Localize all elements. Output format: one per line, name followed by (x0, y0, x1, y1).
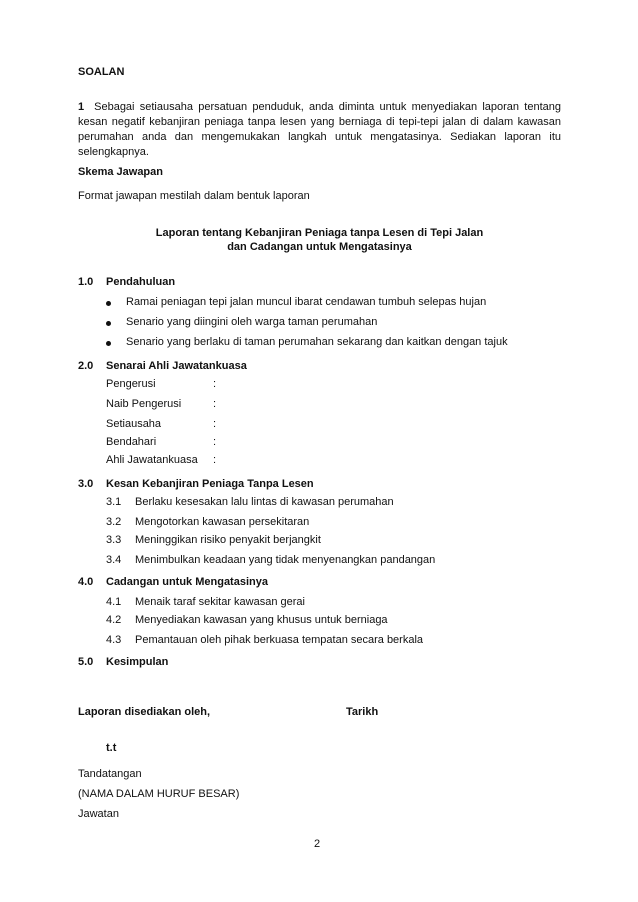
sub-item-number: 3.3 (106, 534, 122, 546)
name-label: (NAMA DALAM HURUF BESAR) (78, 788, 240, 800)
signature-mark: t.t (106, 742, 117, 754)
section-4-number: 4.0 (78, 576, 94, 588)
prepared-by-label: Laporan disediakan oleh, (78, 706, 211, 718)
member-colon: : (213, 418, 217, 430)
signature-label: Tandatangan (78, 768, 142, 780)
section-5-number: 5.0 (78, 656, 94, 668)
sub-item-text: Meninggikan risiko penyakit berjangkit (135, 534, 321, 546)
position-label: Jawatan (78, 808, 119, 820)
question-text: Sebagai setiausaha persatuan penduduk, anda diminta untuk menyediakan laporan tentang kesan negatif kebanjiran peniaga tanpa lesen yang berniaga di tepi-tepi jalan di dalam kawasan perumahan anda dan mengemukakan langkah untuk mengatasinya. Sediakan laporan itu selengkapnya. (78, 101, 561, 158)
section-3-title: Kesan Kebanjiran Peniaga Tanpa Lesen (106, 478, 314, 490)
sub-item-text: Berlaku kesesakan lalu lintas di kawasan perumahan (135, 496, 394, 508)
format-note: Format jawapan mestilah dalam bentuk laporan (78, 190, 310, 202)
member-label-setiausaha: Setiausaha (106, 418, 162, 430)
section-2-number: 2.0 (78, 360, 94, 372)
member-colon: : (213, 454, 217, 466)
sub-item-text: Menimbulkan keadaan yang tidak menyenangkan pandangan (135, 554, 436, 566)
bullet-icon (106, 321, 111, 326)
question-number: 1 (78, 101, 85, 113)
sub-item-text: Pemantauan oleh pihak berkuasa tempatan secara berkala (135, 634, 424, 646)
sub-item-number: 4.2 (106, 614, 122, 626)
member-label-pengerusi: Pengerusi (106, 378, 156, 390)
sub-item-number: 3.4 (106, 554, 122, 566)
member-label-bendahari: Bendahari (106, 436, 157, 448)
member-colon: : (213, 436, 217, 448)
member-colon: : (213, 398, 217, 410)
report-title-line-2: dan Cadangan untuk Mengatasinya (227, 241, 412, 253)
bullet-icon (106, 341, 111, 346)
sub-item-number: 4.1 (106, 596, 122, 608)
page-number: 2 (314, 838, 321, 850)
sub-item-number: 3.1 (106, 496, 122, 508)
heading-soalan: SOALAN (78, 66, 125, 78)
date-label: Tarikh (346, 706, 379, 718)
document-page: SOALAN 1 Sebagai setiausaha persatuan penduduk, anda diminta untuk menyediakan laporan tentang kesan negatif kebanjiran peniaga tanpa lesen yang berniaga di tepi-tepi jalan di dalam kawasan perumahan anda dan mengemukakan langkah untuk mengatasinya. Sediakan laporan itu selengkapnya. Skema Jawapan Format jawapan mestilah dalam bentuk laporan Laporan tentang Kebanjiran Peniaga tanpa Lesen di Tepi Jalan dan Cadangan untuk Mengatasinya 1.0 Pendahuluan Ramai peniagan tepi jalan muncul ibarat cendawan tumbuh selepas hujan Senario yang diingini oleh warga taman perumahan Senario yang berlaku di taman perumahan sekarang dan kaitkan dengan tajuk 2.0 Senarai Ahli Jawatankuasa Pengerusi : Naib Pengerusi : Setiausaha : Bendahari : Ahli Jawatankuasa : 3.0 Kesan Kebanjiran Peniaga Tanpa Lesen 3.1 Berlaku kesesakan lalu lintas di kawasan perumahan 3.2 Mengotorkan kawasan persekitaran 3.3 Meninggikan risiko penyakit berjangkit 3.4 Menimbulkan keadaan yang tidak menyenangkan pandangan 4.0 Cadangan untuk Mengatasinya 4.1 Menaik taraf sekitar kawasan gerai 4.2 Menyediakan kawasan yang khusus untuk berniaga 4.3 Pemantauan oleh pihak berkuasa tempatan secara berkala 5.0 Kesimpulan Laporan disediakan oleh, Tarikh t.t Tandatangan (NAMA DALAM HURUF BESAR) Jawatan 2 (78, 66, 561, 850)
section-1-title: Pendahuluan (106, 276, 176, 288)
section-2-title: Senarai Ahli Jawatankuasa (106, 360, 247, 372)
section-1-number: 1.0 (78, 276, 94, 288)
sub-item-text: Menyediakan kawasan yang khusus untuk berniaga (135, 614, 388, 626)
sub-item-number: 4.3 (106, 634, 122, 646)
member-colon: : (213, 378, 217, 390)
sub-item-text: Mengotorkan kawasan persekitaran (135, 516, 310, 528)
member-label-ahli-jawatankuasa: Ahli Jawatankuasa (106, 454, 198, 466)
section-5-title: Kesimpulan (106, 656, 169, 668)
question-paragraph (78, 100, 561, 160)
member-label-naib-pengerusi: Naib Pengerusi (106, 398, 182, 410)
report-title-line-1: Laporan tentang Kebanjiran Peniaga tanpa Lesen di Tepi Jalan (155, 227, 484, 239)
sub-item-text: Menaik taraf sekitar kawasan gerai (135, 596, 305, 608)
sub-item-number: 3.2 (106, 516, 122, 528)
skema-heading: Skema Jawapan (78, 166, 163, 178)
bullet-icon (106, 301, 111, 306)
report-title (78, 226, 561, 254)
section-4-title: Cadangan untuk Mengatasinya (106, 576, 268, 588)
section-3-number: 3.0 (78, 478, 94, 490)
